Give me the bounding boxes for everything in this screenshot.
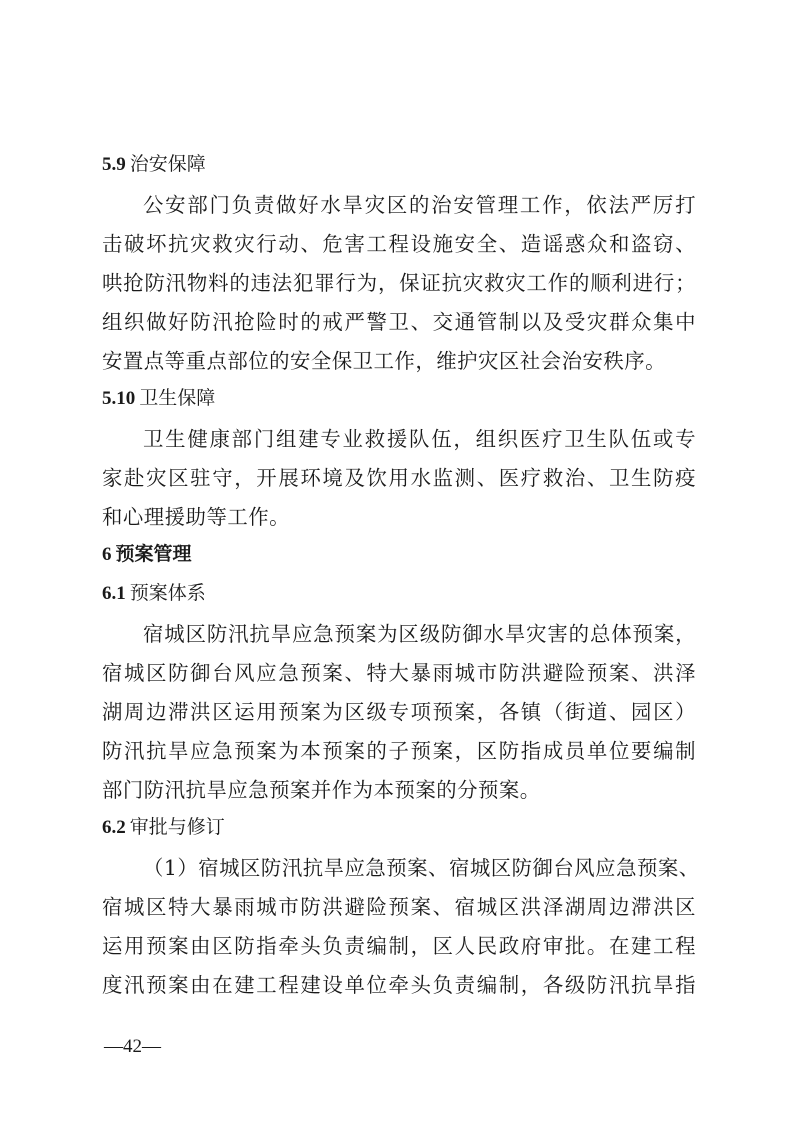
chapter-heading-6 [102,542,192,567]
section-title: 审批与修订 [129,816,225,838]
paragraph-line: 击破坏抗灾救灾行动、危害工程设施安全、造谣惑众和盗窃、 [102,232,696,256]
paragraph-line: （1）宿城区防汛抗旱应急预案、宿城区防御台风应急预案、 [143,856,700,880]
paragraph-line: 家赴灾区驻守，开展环境及饮用水监测、医疗救治、卫生防疫 [102,466,696,490]
paragraph-line: 安置点等重点部位的安全保卫工作，维护灾区社会治安秩序。 [102,349,667,373]
section-title: 卫生保障 [139,387,216,409]
paragraph-line: 部门防汛抗旱应急预案并作为本预案的分预案。 [102,778,541,802]
section-title: 预案体系 [129,582,206,604]
paragraph-line: 度汛预案由在建工程建设单位牵头负责编制，各级防汛抗旱指 [102,973,696,997]
paragraph-line: 湖周边滞洪区运用预案为区级专项预案，各镇（街道、园区） [102,700,696,724]
paragraph-line: 公安部门负责做好水旱灾区的治安管理工作，依法严厉打 [143,193,696,217]
paragraph-line: 哄抢防汛物料的违法犯罪行为，保证抗灾救灾工作的顺利进行； [102,271,696,295]
paragraph-line: 运用预案由区防指牵头负责编制，区人民政府审批。在建工程 [102,934,696,958]
paragraph-line: 宿城区特大暴雨城市防洪避险预案、宿城区洪泽湖周边滞洪区 [102,895,696,919]
section-number: 6.1 [102,583,126,604]
paragraph-line: 防汛抗旱应急预案为本预案的子预案，区防指成员单位要编制 [102,739,696,763]
section-number: 5.10 [102,388,136,409]
section-heading-5-9 [102,152,206,177]
section-number: 6.2 [102,817,126,838]
paragraph-line: 宿城区防御台风应急预案、特大暴雨城市防洪避险预案、洪泽 [102,661,696,685]
section-heading-6-1 [102,581,206,606]
paragraph-line: 宿城区防汛抗旱应急预案为区级防御水旱灾害的总体预案， [143,622,696,646]
section-number: 5.9 [102,154,126,175]
chapter-number: 6 [102,544,112,565]
paragraph-line: 组织做好防汛抢险时的戒严警卫、交通管制以及受灾群众集中 [102,310,696,334]
section-heading-6-2 [102,815,225,840]
section-title: 治安保障 [129,153,206,175]
paragraph-line: 和心理援助等工作。 [102,505,291,529]
page-number: —42— [104,1036,161,1057]
paragraph-line: 卫生健康部门组建专业救援队伍，组织医疗卫生队伍或专 [143,427,696,451]
section-heading-5-10 [102,386,215,411]
chapter-title: 预案管理 [115,543,192,565]
